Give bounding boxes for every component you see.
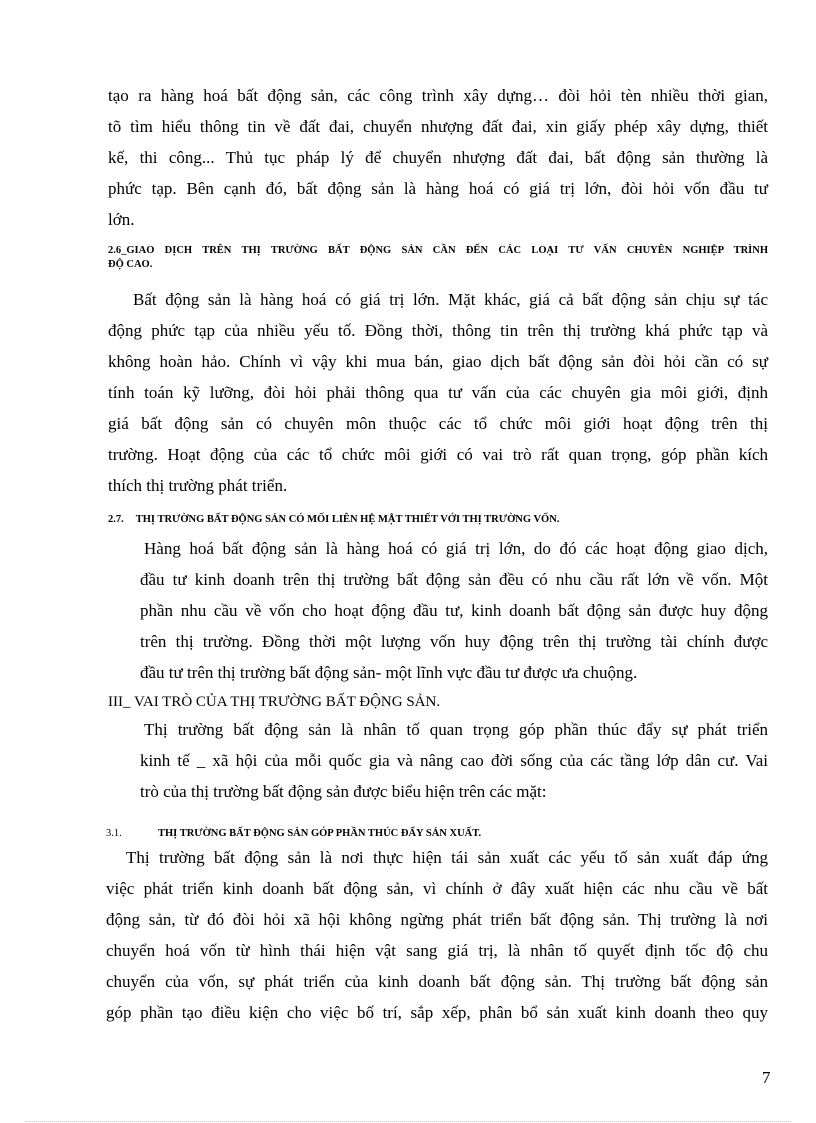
text-line: động sản, từ đó đòi hỏi xã hội không ngừng phát triển bất động sản. Thị trường là nơi — [106, 910, 768, 929]
page-bottom-divider — [25, 1121, 791, 1122]
text-line: Thị trường bất động sản là nơi thực hiện tái sản xuất các yếu tố sản xuất đáp ứng — [126, 848, 768, 867]
heading-2-6 — [108, 244, 768, 272]
text-line: tính toán kỹ lưỡng, đòi hỏi phải thông qua tư vấn của các chuyên gia môi giới, định — [108, 383, 768, 402]
heading-2-7 — [108, 513, 768, 527]
heading-title: III_ VAI TRÒ CỦA THỊ TRƯỜNG BẤT ĐỘNG SẢN. — [108, 694, 441, 710]
text-line: trò của thị trường bất động sản được biểu hiện trên các mặt: — [140, 782, 547, 801]
text-line: phức tạp. Bên cạnh đó, bất động sản là hàng hoá có giá trị lớn, đòi hỏi vốn đầu tư — [108, 179, 768, 198]
heading-line: ĐỘ CAO. — [108, 259, 153, 270]
text-line: lớn. — [108, 210, 135, 229]
text-line: đầu tư kinh doanh trên thị trường bất động sản đều có nhu cầu rất lớn về vốn. Một — [140, 570, 768, 589]
text-line: chuyển hoá vốn từ hình thái hiện vật sang giá trị, là nhân tố quyết định tốc độ chu — [106, 941, 768, 960]
paragraph-production — [106, 842, 768, 1028]
text-line: kế, thi công... Thủ tục pháp lý để chuyển nhượng đất đai, bất động sản thường là — [108, 148, 768, 167]
text-line: Thị trường bất động sản là nhân tố quan trọng góp phần thúc đẩy sự phát triển — [144, 720, 768, 739]
text-line: đầu tư trên thị trường bất động sản- một lĩnh vực đầu tư được ưa chuộng. — [140, 663, 638, 682]
text-line: Hàng hoá bất động sản là hàng hoá có giá trị lớn, do đó các hoạt động giao dịch, — [144, 539, 768, 558]
heading-title: THỊ TRƯỜNG BẤT ĐỘNG SẢN CÓ MỐI LIÊN HỆ MẬT THIẾT VỚI THỊ TRƯỜNG VỐN. — [135, 514, 560, 525]
page-number: 7 — [762, 1068, 771, 1087]
text-line: thích thị trường phát triển. — [108, 476, 288, 495]
text-line: kinh tế _ xã hội của mỗi quốc gia và nâng cao đời sống của các tầng lớp dân cư. Vai — [140, 751, 768, 770]
text-line: trên thị trường. Đồng thời một lượng vốn huy động trên thị trường tài chính được — [140, 632, 768, 651]
paragraph-consulting — [108, 284, 768, 501]
text-line: góp phần tạo điều kiện cho việc bố trí, sắp xếp, phân bổ sản xuất kinh doanh theo quy — [106, 1003, 768, 1022]
text-line: giá bất động sản có chuyên môn thuộc các tổ chức môi giới hoạt động trên thị — [108, 414, 768, 433]
paragraph-role — [140, 714, 768, 807]
text-line: chuyển của vốn, sự phát triển của kinh doanh bất động sản. Thị trường bất động sản — [106, 972, 768, 991]
heading-title: THỊ TRƯỜNG BẤT ĐỘNG SẢN GÓP PHẦN THÚC ĐẨY SẢN XUẤT. — [158, 828, 482, 839]
text-line: tõ tìm hiểu thông tin về đất đai, chuyển nhượng đất đai, xin giấy phép xây dựng, thiết — [108, 117, 768, 136]
paragraph-capital — [140, 533, 768, 688]
text-line: không hoàn hảo. Chính vì vậy khi mua bán, giao dịch bất động sản đòi hỏi cần có sự — [108, 352, 768, 371]
text-line: trường. Hoạt động của các tổ chức môi giới có vai trò rất quan trọng, góp phần kích — [108, 445, 768, 464]
heading-3-1 — [106, 827, 766, 841]
heading-number: 2.7. — [108, 514, 124, 525]
text-line: động phức tạp của nhiều yếu tố. Đồng thời, thông tin trên thị trường khá phức tạp và — [108, 321, 768, 340]
heading-line: 2.6_GIAO DỊCH TRÊN THỊ TRƯỜNG BẤT ĐỘNG SẢN CẦN ĐẾN CÁC LOẠI TƯ VẤN CHUYÊN NGHIỆP TRÌNH — [108, 245, 768, 256]
text-line: phần nhu cầu về vốn cho hoạt động đầu tư, kinh doanh bất động sản được huy động — [140, 601, 768, 620]
heading-section-3 — [108, 692, 768, 712]
text-line: tạo ra hàng hoá bất động sản, các công trình xây dựng… đòi hỏi tèn nhiều thời gian, — [108, 86, 768, 105]
paragraph-intro — [108, 80, 768, 235]
text-line: Bất động sản là hàng hoá có giá trị lớn. Mặt khác, giá cả bất động sản chịu sự tác — [133, 290, 768, 309]
text-line: việc phát triển kinh doanh bất động sản, vì chính ở đây xuất hiện các nhu cầu về bất — [106, 879, 768, 898]
heading-number: 3.1. — [106, 828, 122, 839]
